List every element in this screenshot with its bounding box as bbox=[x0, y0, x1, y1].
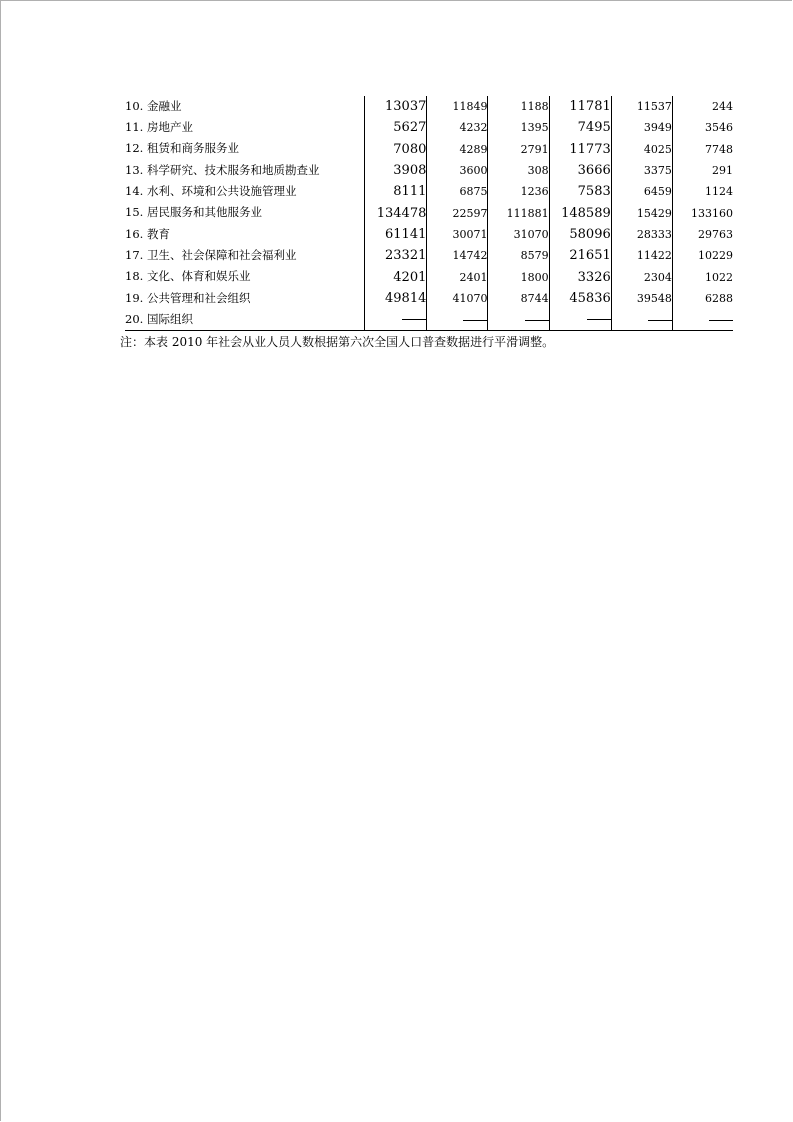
empty-value-dash bbox=[525, 320, 549, 321]
value-cell: 39548 bbox=[611, 288, 672, 309]
value-cell: 4289 bbox=[427, 139, 488, 160]
row-label: 16. 教育 bbox=[125, 226, 170, 241]
row-label: 20. 国际组织 bbox=[125, 309, 365, 331]
empty-value-dash bbox=[709, 320, 733, 321]
row-label: 11. 房地产业 bbox=[125, 120, 193, 135]
value-cell: 28333 bbox=[611, 224, 672, 245]
value-cell: 3600 bbox=[427, 160, 488, 181]
value-cell: 1395 bbox=[488, 117, 549, 138]
value-cell: 1188 bbox=[488, 96, 549, 117]
value-cell: 1236 bbox=[488, 181, 549, 202]
row-label: 13. 科学研究、技术服务和地质勘查业 bbox=[125, 162, 320, 177]
table-row bbox=[125, 117, 733, 138]
value-cell bbox=[611, 309, 672, 331]
value-cell: 7080 bbox=[365, 139, 427, 160]
value-cell: 61141 bbox=[365, 224, 427, 245]
row-label: 17. 卫生、社会保障和社会福利业 bbox=[125, 247, 297, 262]
value-cell: 2304 bbox=[611, 266, 672, 287]
table-note: 注：本表 2010 年社会从业人员人数根据第六次全国人口普查数据进行平滑调整。 bbox=[120, 335, 555, 349]
empty-value-dash bbox=[402, 319, 426, 320]
value-cell: 22597 bbox=[427, 202, 488, 223]
value-cell: 3375 bbox=[611, 160, 672, 181]
value-cell: 6288 bbox=[672, 288, 733, 309]
value-cell: 244 bbox=[672, 96, 733, 117]
value-cell bbox=[365, 309, 427, 331]
value-cell: 10229 bbox=[672, 245, 733, 266]
value-cell: 11849 bbox=[427, 96, 488, 117]
value-cell: 7748 bbox=[672, 139, 733, 160]
value-cell: 308 bbox=[488, 160, 549, 181]
value-cell bbox=[672, 309, 733, 331]
empty-value-dash bbox=[463, 320, 487, 321]
value-cell: 4232 bbox=[427, 117, 488, 138]
value-cell: 134478 bbox=[365, 202, 427, 223]
table-body bbox=[125, 96, 733, 331]
empty-value-dash bbox=[648, 320, 672, 321]
value-cell bbox=[427, 309, 488, 331]
value-cell: 3326 bbox=[549, 266, 611, 287]
row-label: 15. 居民服务和其他服务业 bbox=[125, 205, 262, 220]
value-cell: 49814 bbox=[365, 288, 427, 309]
table-row bbox=[125, 266, 733, 287]
value-cell: 15429 bbox=[611, 202, 672, 223]
table-row bbox=[125, 202, 733, 223]
value-cell: 148589 bbox=[549, 202, 611, 223]
value-cell: 23321 bbox=[365, 245, 427, 266]
table-row bbox=[125, 96, 733, 117]
value-cell: 14742 bbox=[427, 245, 488, 266]
value-cell: 111881 bbox=[488, 202, 549, 223]
value-cell: 1124 bbox=[672, 181, 733, 202]
table-row bbox=[125, 139, 733, 160]
table-row bbox=[125, 224, 733, 245]
table-row bbox=[125, 245, 733, 266]
row-label: 19. 公共管理和社会组织 bbox=[125, 290, 251, 305]
value-cell: 29763 bbox=[672, 224, 733, 245]
table-row bbox=[125, 309, 733, 331]
value-cell: 31070 bbox=[488, 224, 549, 245]
value-cell: 1800 bbox=[488, 266, 549, 287]
value-cell: 6459 bbox=[611, 181, 672, 202]
value-cell: 3546 bbox=[672, 117, 733, 138]
value-cell: 2401 bbox=[427, 266, 488, 287]
value-cell: 3908 bbox=[365, 160, 427, 181]
value-cell: 6875 bbox=[427, 181, 488, 202]
row-label: 10. 金融业 bbox=[125, 98, 182, 113]
table-row bbox=[125, 181, 733, 202]
value-cell: 21651 bbox=[549, 245, 611, 266]
value-cell: 4025 bbox=[611, 139, 672, 160]
value-cell: 3949 bbox=[611, 117, 672, 138]
value-cell: 13037 bbox=[365, 96, 427, 117]
value-cell: 2791 bbox=[488, 139, 549, 160]
value-cell: 7583 bbox=[549, 181, 611, 202]
value-cell: 291 bbox=[672, 160, 733, 181]
value-cell: 8744 bbox=[488, 288, 549, 309]
value-cell: 8579 bbox=[488, 245, 549, 266]
row-label: 14. 水利、环境和公共设施管理业 bbox=[125, 184, 297, 199]
employment-table bbox=[125, 96, 733, 331]
value-cell: 1022 bbox=[672, 266, 733, 287]
value-cell: 30071 bbox=[427, 224, 488, 245]
row-label: 12. 租赁和商务服务业 bbox=[125, 141, 239, 156]
value-cell: 4201 bbox=[365, 266, 427, 287]
value-cell: 133160 bbox=[672, 202, 733, 223]
value-cell: 45836 bbox=[549, 288, 611, 309]
table-row bbox=[125, 160, 733, 181]
value-cell: 5627 bbox=[365, 117, 427, 138]
value-cell: 58096 bbox=[549, 224, 611, 245]
value-cell: 11773 bbox=[549, 139, 611, 160]
value-cell: 8111 bbox=[365, 181, 427, 202]
value-cell: 11422 bbox=[611, 245, 672, 266]
table-row bbox=[125, 288, 733, 309]
row-label: 18. 文化、体育和娱乐业 bbox=[125, 269, 251, 284]
value-cell: 11781 bbox=[549, 96, 611, 117]
value-cell: 3666 bbox=[549, 160, 611, 181]
value-cell: 7495 bbox=[549, 117, 611, 138]
empty-value-dash bbox=[587, 319, 611, 320]
value-cell bbox=[549, 309, 611, 331]
value-cell: 41070 bbox=[427, 288, 488, 309]
value-cell: 11537 bbox=[611, 96, 672, 117]
value-cell bbox=[488, 309, 549, 331]
